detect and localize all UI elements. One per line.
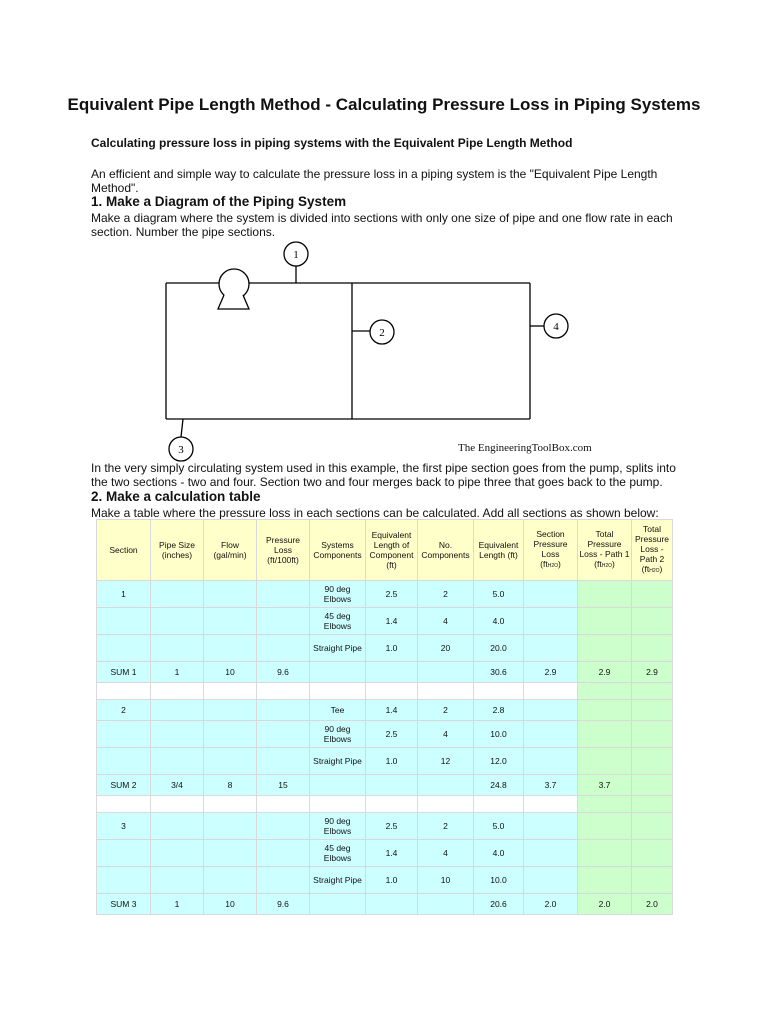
table-cell-comp xyxy=(310,894,366,915)
table-cell-p1 xyxy=(578,635,632,662)
header-total-path2 xyxy=(632,520,673,581)
header-section-loss-label: Section Pressure Loss xyxy=(533,529,568,559)
table-cell-eqc xyxy=(366,894,418,915)
table-cell-no xyxy=(418,894,474,915)
table-cell-sec: 3.7 xyxy=(524,775,578,796)
table-cell-p1: 2.9 xyxy=(578,662,632,683)
table-row xyxy=(97,775,673,796)
table-cell-p1 xyxy=(578,700,632,721)
header-path1-label: Total Pressure Loss - Path 1 xyxy=(579,529,630,559)
table-cell xyxy=(204,683,257,700)
table-cell-loss xyxy=(257,748,310,775)
table-cell-flow xyxy=(204,700,257,721)
table-cell-pipe xyxy=(151,700,204,721)
table-cell-no: 2 xyxy=(418,700,474,721)
table-cell-pipe: 1 xyxy=(151,662,204,683)
table-cell xyxy=(632,683,673,700)
table-cell-eql: 4.0 xyxy=(474,840,524,867)
callout-label-1: 1 xyxy=(293,249,299,261)
table-cell xyxy=(578,796,632,813)
table-cell-comp: Straight Pipe xyxy=(310,635,366,662)
table-cell-sec xyxy=(524,581,578,608)
table-row xyxy=(97,635,673,662)
table-cell-p2 xyxy=(632,840,673,867)
intro-paragraph: An efficient and simple way to calculate the pressure loss in a piping system is the "Equivalent Pipe Length Method". xyxy=(91,167,658,195)
header-flow: Flow (gal/min) xyxy=(204,520,257,581)
table-cell-eql: 10.0 xyxy=(474,867,524,894)
table-cell-comp xyxy=(310,775,366,796)
table-cell-flow xyxy=(204,840,257,867)
table-cell-loss: 15 xyxy=(257,775,310,796)
table-cell-eql: 10.0 xyxy=(474,721,524,748)
table-cell-no: 2 xyxy=(418,813,474,840)
table-cell-loss xyxy=(257,840,310,867)
table-cell-loss xyxy=(257,721,310,748)
table-cell-p1 xyxy=(578,608,632,635)
table-cell xyxy=(97,683,151,700)
header-pipe-size: Pipe Size (inches) xyxy=(151,520,204,581)
table-body xyxy=(97,581,673,915)
table-cell-comp: 90 deg Elbows xyxy=(310,581,366,608)
table-cell-eqc: 1.0 xyxy=(366,635,418,662)
table-row xyxy=(97,894,673,915)
table-cell-p2: 2.9 xyxy=(632,662,673,683)
table-cell-eqc: 1.4 xyxy=(366,608,418,635)
table-cell-p1: 3.7 xyxy=(578,775,632,796)
table-cell-eqc: 2.5 xyxy=(366,581,418,608)
table-cell-eqc: 1.0 xyxy=(366,867,418,894)
table-row xyxy=(97,840,673,867)
table-cell-pipe xyxy=(151,813,204,840)
page-title: Equivalent Pipe Length Method - Calculating Pressure Loss in Piping Systems xyxy=(67,95,701,114)
table-cell xyxy=(474,683,524,700)
table-cell-sec xyxy=(524,721,578,748)
table-cell-loss xyxy=(257,608,310,635)
table-cell-comp: 45 deg Elbows xyxy=(310,840,366,867)
table-cell xyxy=(524,796,578,813)
table-row xyxy=(97,608,673,635)
table-cell-eqc: 1.0 xyxy=(366,748,418,775)
header-total-path1 xyxy=(578,520,632,581)
section2-text: Make a table where the pressure loss in each sections can be calculated. Add all sections as shown below: xyxy=(91,506,659,520)
leader-3 xyxy=(181,419,183,437)
table-cell xyxy=(257,796,310,813)
header-equivalent-length: Equivalent Length (ft) xyxy=(474,520,524,581)
header-components: Systems Components xyxy=(310,520,366,581)
section1-text: Make a diagram where the system is divided into sections with only one size of pipe and one flow rate in each section. Number the pipe sections. xyxy=(91,211,673,239)
table-row xyxy=(97,813,673,840)
table-cell-comp: 90 deg Elbows xyxy=(310,721,366,748)
table-cell-section xyxy=(97,721,151,748)
table-cell-flow xyxy=(204,635,257,662)
table-cell-sec xyxy=(524,840,578,867)
table-cell-comp: Straight Pipe xyxy=(310,748,366,775)
table-cell-loss xyxy=(257,700,310,721)
table-cell-sec xyxy=(524,748,578,775)
header-equivalent-component-length: Equivalent Length of Component (ft) xyxy=(366,520,418,581)
table-cell-no: 10 xyxy=(418,867,474,894)
table-cell-p2 xyxy=(632,813,673,840)
table-cell-eql: 24.8 xyxy=(474,775,524,796)
table-cell-p1 xyxy=(578,813,632,840)
table-row xyxy=(97,662,673,683)
table-cell-no xyxy=(418,775,474,796)
table-cell-p1 xyxy=(578,867,632,894)
table-cell-p2 xyxy=(632,775,673,796)
table-cell-section xyxy=(97,840,151,867)
table-cell-no: 20 xyxy=(418,635,474,662)
table-cell-eqc xyxy=(366,775,418,796)
table-cell-eql: 5.0 xyxy=(474,813,524,840)
table-cell xyxy=(151,683,204,700)
header-path2-label: Total Pressure Loss - Path 2 xyxy=(634,524,669,564)
table-cell-no: 12 xyxy=(418,748,474,775)
table-cell-section xyxy=(97,608,151,635)
table-cell xyxy=(418,683,474,700)
header-path2-subscript: H2O xyxy=(649,568,660,574)
table-cell-pipe: 3/4 xyxy=(151,775,204,796)
table-cell xyxy=(366,683,418,700)
table-cell-sec: 2.9 xyxy=(524,662,578,683)
table-cell-section: 3 xyxy=(97,813,151,840)
header-path2-unit: (ft xyxy=(641,564,650,574)
table-cell-section xyxy=(97,635,151,662)
table-cell-p1 xyxy=(578,581,632,608)
table-row xyxy=(97,748,673,775)
table-cell-p1 xyxy=(578,721,632,748)
calculation-table xyxy=(96,519,673,915)
table-cell xyxy=(310,683,366,700)
table-cell-eqc: 2.5 xyxy=(366,721,418,748)
pump-icon xyxy=(219,269,249,299)
table-cell-eqc: 2.5 xyxy=(366,813,418,840)
table-cell xyxy=(474,796,524,813)
table-cell-sec xyxy=(524,608,578,635)
table-cell-comp: Tee xyxy=(310,700,366,721)
table-cell-section: 1 xyxy=(97,581,151,608)
table-cell-pipe xyxy=(151,721,204,748)
header-path1-unit: (ft xyxy=(594,559,602,569)
header-pressure-loss: Pressure Loss (ft/100ft) xyxy=(257,520,310,581)
table-row xyxy=(97,700,673,721)
table-cell-eql: 2.8 xyxy=(474,700,524,721)
table-cell xyxy=(97,796,151,813)
header-section-loss-unit: (ft xyxy=(540,559,548,569)
explanation-paragraph: In the very simply circulating system used in this example, the first pipe section goes from the pump, splits into the two sections - two and four. Section two and four merges back to pipe three that goes back to the pump. xyxy=(91,461,676,489)
table-row xyxy=(97,867,673,894)
table-cell-flow xyxy=(204,608,257,635)
table-spacer-row xyxy=(97,683,673,700)
table-cell-loss: 9.6 xyxy=(257,894,310,915)
table-cell-flow xyxy=(204,721,257,748)
table-cell-flow xyxy=(204,581,257,608)
table-cell-p2 xyxy=(632,867,673,894)
table-cell-p2: 2.0 xyxy=(632,894,673,915)
table-cell-no: 2 xyxy=(418,581,474,608)
table-cell-p2 xyxy=(632,721,673,748)
table-spacer-row xyxy=(97,796,673,813)
pump-base-icon xyxy=(218,295,249,309)
piping-diagram xyxy=(0,0,768,470)
callout-label-3: 3 xyxy=(178,444,184,456)
page-subtitle: Calculating pressure loss in piping systems with the Equivalent Pipe Length Method xyxy=(91,136,573,150)
table-cell-p2 xyxy=(632,581,673,608)
table-row xyxy=(97,721,673,748)
table-cell-loss xyxy=(257,635,310,662)
table-cell-sec xyxy=(524,813,578,840)
table-cell-loss: 9.6 xyxy=(257,662,310,683)
table-cell-comp xyxy=(310,662,366,683)
table-cell-flow xyxy=(204,867,257,894)
table-cell xyxy=(310,796,366,813)
table-row xyxy=(97,581,673,608)
header-path1-subscript: H2O xyxy=(601,563,612,569)
header-section-loss-close: ) xyxy=(558,559,561,569)
table-cell-flow: 10 xyxy=(204,662,257,683)
table-cell-pipe xyxy=(151,581,204,608)
table-cell-sec xyxy=(524,635,578,662)
table-cell-section: 2 xyxy=(97,700,151,721)
table-cell-loss xyxy=(257,813,310,840)
header-section: Section xyxy=(97,520,151,581)
table-cell xyxy=(632,796,673,813)
table-cell-eql: 20.6 xyxy=(474,894,524,915)
table-cell-eqc xyxy=(366,662,418,683)
table-cell-loss xyxy=(257,867,310,894)
table-cell xyxy=(257,683,310,700)
table-cell-p1 xyxy=(578,840,632,867)
table-cell-comp: Straight Pipe xyxy=(310,867,366,894)
table-cell-pipe xyxy=(151,748,204,775)
table-cell xyxy=(418,796,474,813)
table-cell-eqc: 1.4 xyxy=(366,700,418,721)
table-cell-sec xyxy=(524,867,578,894)
table-cell-p1 xyxy=(578,748,632,775)
table-cell-sec: 2.0 xyxy=(524,894,578,915)
table-cell-flow xyxy=(204,748,257,775)
header-path1-close: ) xyxy=(612,559,615,569)
table-cell-eql: 30.6 xyxy=(474,662,524,683)
table-cell-no: 4 xyxy=(418,608,474,635)
header-path2-close: ) xyxy=(659,564,663,574)
table-cell-eqc: 1.4 xyxy=(366,840,418,867)
callout-label-2: 2 xyxy=(379,327,385,339)
section2-heading: 2. Make a calculation table xyxy=(91,489,261,504)
table-cell-flow: 8 xyxy=(204,775,257,796)
table-cell-p1: 2.0 xyxy=(578,894,632,915)
table-cell xyxy=(524,683,578,700)
table-cell-pipe xyxy=(151,608,204,635)
table-cell-comp: 90 deg Elbows xyxy=(310,813,366,840)
table-cell-no xyxy=(418,662,474,683)
table-cell xyxy=(151,796,204,813)
table-cell-pipe xyxy=(151,840,204,867)
table-cell-no: 4 xyxy=(418,721,474,748)
header-section-pressure-loss xyxy=(524,520,578,581)
table-cell-p2 xyxy=(632,700,673,721)
table-cell-pipe: 1 xyxy=(151,894,204,915)
table-cell-flow xyxy=(204,813,257,840)
table-cell-sec xyxy=(524,700,578,721)
table-cell xyxy=(366,796,418,813)
table-cell xyxy=(204,796,257,813)
header-section-loss-subscript: H2O xyxy=(547,563,558,569)
table-cell-no: 4 xyxy=(418,840,474,867)
table-cell-p2 xyxy=(632,635,673,662)
callout-label-4: 4 xyxy=(553,321,559,333)
table-cell-section: SUM 2 xyxy=(97,775,151,796)
table-cell-comp: 45 deg Elbows xyxy=(310,608,366,635)
table-cell-section: SUM 1 xyxy=(97,662,151,683)
table-cell-pipe xyxy=(151,867,204,894)
table-cell-section: SUM 3 xyxy=(97,894,151,915)
section1-heading: 1. Make a Diagram of the Piping System xyxy=(91,194,347,209)
table-cell-eql: 5.0 xyxy=(474,581,524,608)
table-cell-flow: 10 xyxy=(204,894,257,915)
table-cell-section xyxy=(97,748,151,775)
table-cell-eql: 20.0 xyxy=(474,635,524,662)
table-cell-pipe xyxy=(151,635,204,662)
table-cell-section xyxy=(97,867,151,894)
table-cell-p2 xyxy=(632,748,673,775)
table-cell-eql: 12.0 xyxy=(474,748,524,775)
diagram-credit: The EngineeringToolBox.com xyxy=(458,442,592,454)
table-header-row xyxy=(97,520,673,581)
table-cell-eql: 4.0 xyxy=(474,608,524,635)
header-number-components: No. Components xyxy=(418,520,474,581)
table-cell-p2 xyxy=(632,608,673,635)
table-cell xyxy=(578,683,632,700)
table-cell-loss xyxy=(257,581,310,608)
